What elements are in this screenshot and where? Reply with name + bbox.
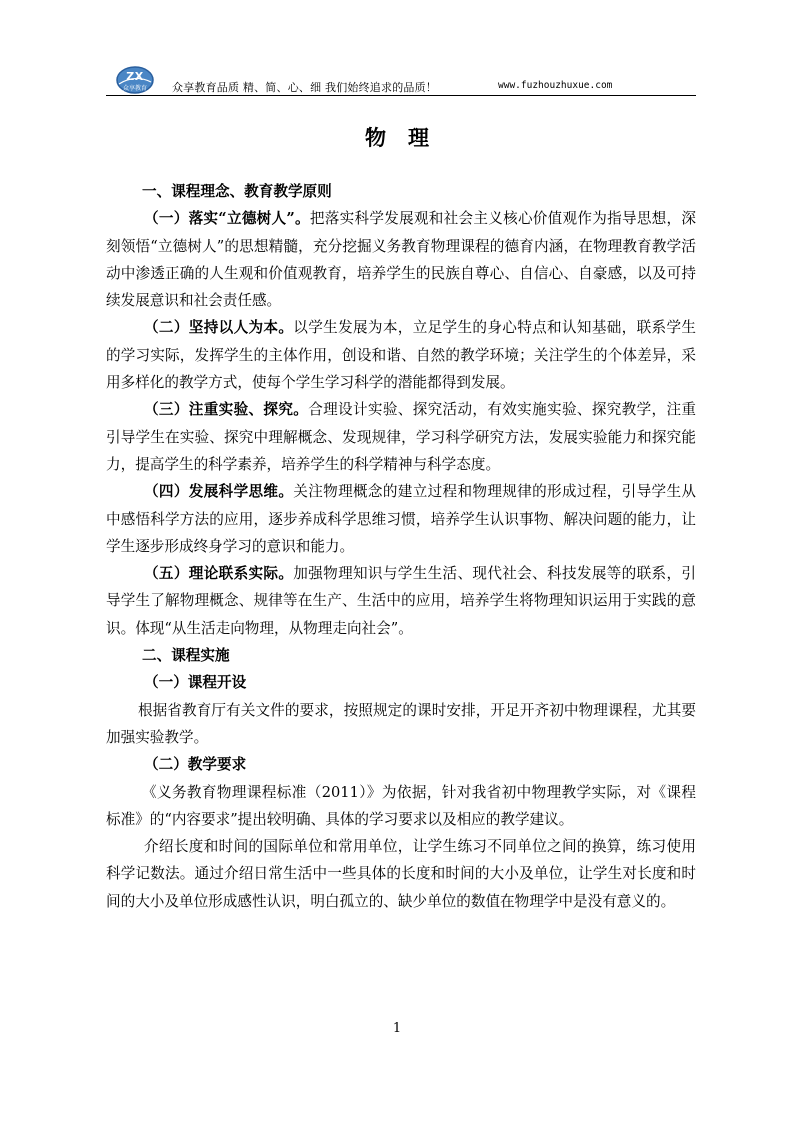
body-paragraph: 《义务教育物理课程标准（2011）》为依据，针对我省初中物理教学实际，对《课程标准》的“内容要求”提出较明确、具体的学习要求以及相应的教学建议。	[106, 783, 696, 828]
logo	[116, 66, 154, 94]
principle-paragraph	[106, 205, 696, 314]
paragraph-text: 以学生发展为本，立足学生的身心特点和认知基础，联系学生的学习实际，发挥学生的主体作用，创设和谐、自然的教学环境；关注学生的个体差异，采用多样化的教学方式，使每个学生学习科学的潜能都得到发展。	[106, 319, 696, 392]
paragraph-text: 把落实科学发展观和社会主义核心价值观作为指导思想，深刻领悟“立德树人”的思想精髓，充分挖掘义务教育物理课程的德育内涵，在物理教育教学活动中渗透正确的人生观和价值观教育，培养学生的民族自尊心、自信心、自豪感，以及可持续发展意识和社会责任感。	[106, 210, 696, 310]
paragraph-lead: （三）注重实验、探究。	[144, 401, 309, 419]
paragraph-lead: （四）发展科学思维。	[144, 483, 294, 501]
logo-text: ZX	[126, 70, 144, 83]
section-heading: 一、课程理念、教育教学原则	[142, 183, 332, 200]
subsection-heading: （二）教学要求	[144, 756, 247, 774]
paragraph-lead: （五）理论联系实际。	[144, 565, 294, 583]
page-header	[106, 66, 696, 96]
paragraph-text: 关注物理概念的建立过程和物理规律的形成过程，引导学生从中感悟科学方法的应用，逐步养成科学思维习惯，培养学生认识事物、解决问题的能力，让学生逐步形成终身学习的意识和能力。	[106, 483, 696, 555]
principle-paragraph	[106, 396, 696, 478]
principle-paragraph	[106, 478, 696, 560]
page-number: 1	[392, 1021, 402, 1036]
body-paragraph: 介绍长度和时间的国际单位和常用单位，让学生练习不同单位之间的换算，练习使用科学记数法。通过介绍日常生活中一些具体的长度和时间的大小及单位，让学生对长度和时间的大小及单位形成感性认识，明白孤立的、缺少单位的数值在物理学中是没有意义的。	[106, 838, 696, 910]
subsection-heading: （一）课程开设	[144, 674, 247, 692]
principle-paragraph	[106, 314, 696, 396]
header-website: www.fuzhouzhuxue.com	[498, 80, 613, 91]
logo-subtext: 众享教育	[122, 85, 147, 92]
header-divider	[106, 95, 696, 96]
principle-paragraph	[106, 560, 696, 642]
document-title: 物理	[365, 125, 451, 150]
body-paragraph: 根据省教育厅有关文件的要求，按照规定的课时安排，开足开齐初中物理课程，尤其要加强实验教学。	[106, 701, 696, 746]
paragraph-lead: （一）落实“立德树人”。	[144, 210, 310, 228]
section-heading: 二、课程实施	[142, 647, 230, 665]
document-body	[106, 178, 696, 915]
paragraph-lead: （二）坚持以人为本。	[144, 319, 294, 337]
header-slogan: 众享教育品质 精、简、心、细 我们始终追求的品质！	[172, 81, 437, 94]
paragraph-text: 合理设计实验、探究活动，有效实施实验、探究教学，注重引导学生在实验、探究中理解概念、发现规律，学习科学研究方法，发展实验能力和探究能力，提高学生的科学素养，培养学生的科学精神与科学态度。	[106, 401, 696, 473]
paragraph-text: 加强物理知识与学生生活、现代社会、科技发展等的联系，引导学生了解物理概念、规律等在生产、生活中的应用，培养学生将物理知识运用于实践的意识。体现“从生活走向物理，从物理走向社会”。	[106, 565, 696, 637]
